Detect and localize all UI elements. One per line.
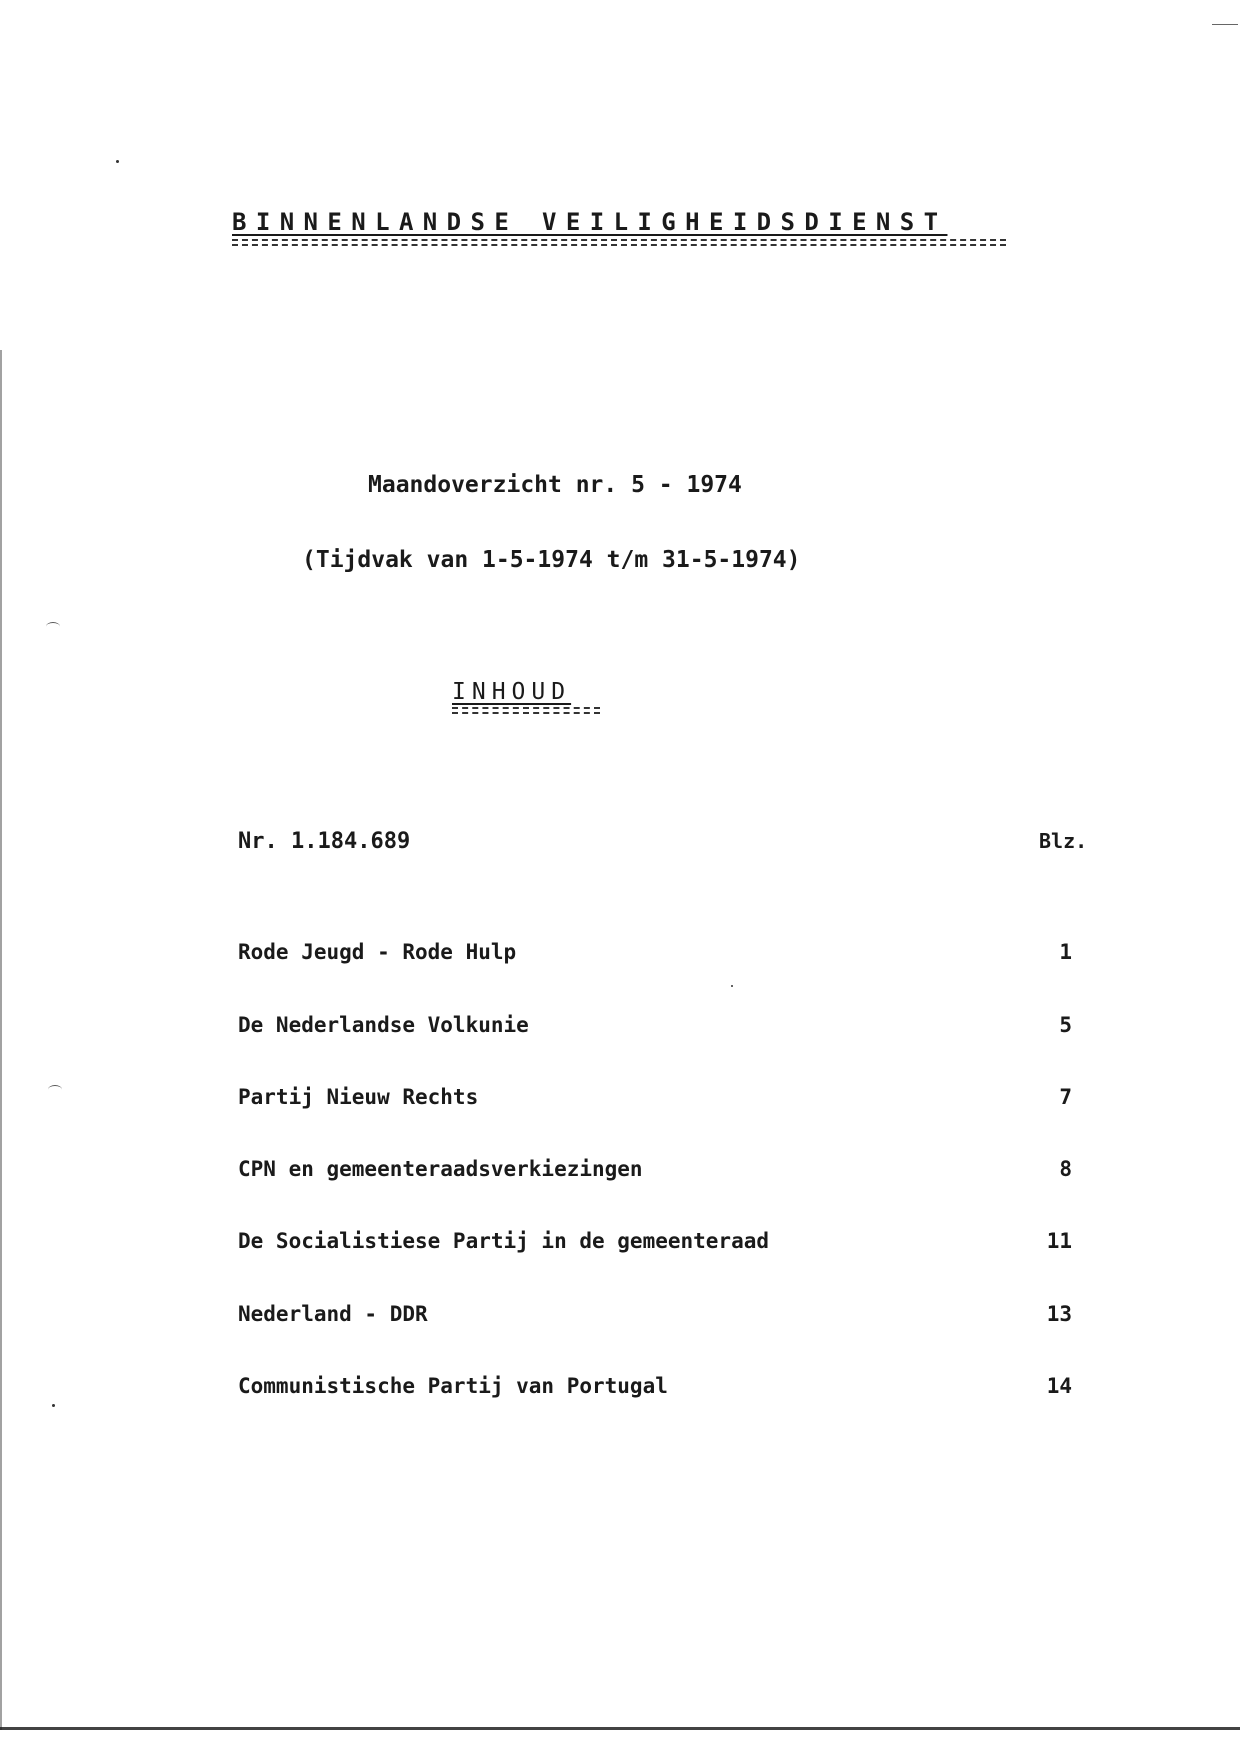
page-column-label: Blz. [1039, 829, 1088, 853]
toc-item [238, 1374, 1072, 1404]
scan-speck [731, 985, 733, 987]
toc-item-title: Rode Jeugd - Rode Hulp [238, 940, 517, 964]
toc-item-page: 8 [1059, 1157, 1072, 1181]
scan-mark [1212, 24, 1238, 25]
document-number: Nr. 1.184.689 [238, 829, 411, 854]
agency-double-underline [232, 239, 1006, 241]
toc-item-title: Partij Nieuw Rechts [238, 1085, 479, 1109]
toc-item-title: CPN en gemeenteraadsverkiezingen [238, 1157, 643, 1181]
contents-heading-underline [452, 707, 600, 709]
toc-item [238, 1157, 1072, 1187]
toc-item-page: 11 [1046, 1229, 1072, 1253]
toc-item [238, 940, 1072, 970]
scan-mark [48, 1085, 62, 1094]
toc-item-page: 5 [1059, 1013, 1072, 1037]
toc-item [238, 1302, 1072, 1332]
toc-item-title: Nederland - DDR [238, 1302, 428, 1326]
report-title: Maandoverzicht nr. 5 - 1974 [368, 472, 742, 498]
toc-item-page: 14 [1046, 1374, 1072, 1398]
toc-item [238, 1013, 1072, 1043]
scan-left-edge [0, 350, 2, 1730]
toc-item-title: De Socialistiese Partij in de gemeenteraad [238, 1229, 770, 1253]
agency-name: BINNENLANDSE VEILIGHEIDSDIENST [232, 208, 948, 236]
scan-speck [116, 160, 119, 163]
toc-item-page: 7 [1059, 1085, 1072, 1109]
toc-item [238, 1085, 1072, 1115]
toc-item-title: Communistische Partij van Portugal [238, 1374, 668, 1398]
scan-speck [52, 1404, 55, 1407]
scan-mark [46, 622, 60, 631]
contents-heading-underline [452, 712, 600, 714]
contents-heading: INHOUD [452, 679, 572, 705]
report-period: (Tijdvak van 1-5-1974 t/m 31-5-1974) [302, 547, 801, 573]
toc-item-page: 1 [1059, 940, 1072, 964]
toc-item [238, 1229, 1072, 1259]
toc-item-title: De Nederlandse Volkunie [238, 1013, 529, 1037]
agency-double-underline [232, 244, 1006, 246]
scan-bottom-edge [0, 1727, 1240, 1730]
toc-item-page: 13 [1046, 1302, 1072, 1326]
